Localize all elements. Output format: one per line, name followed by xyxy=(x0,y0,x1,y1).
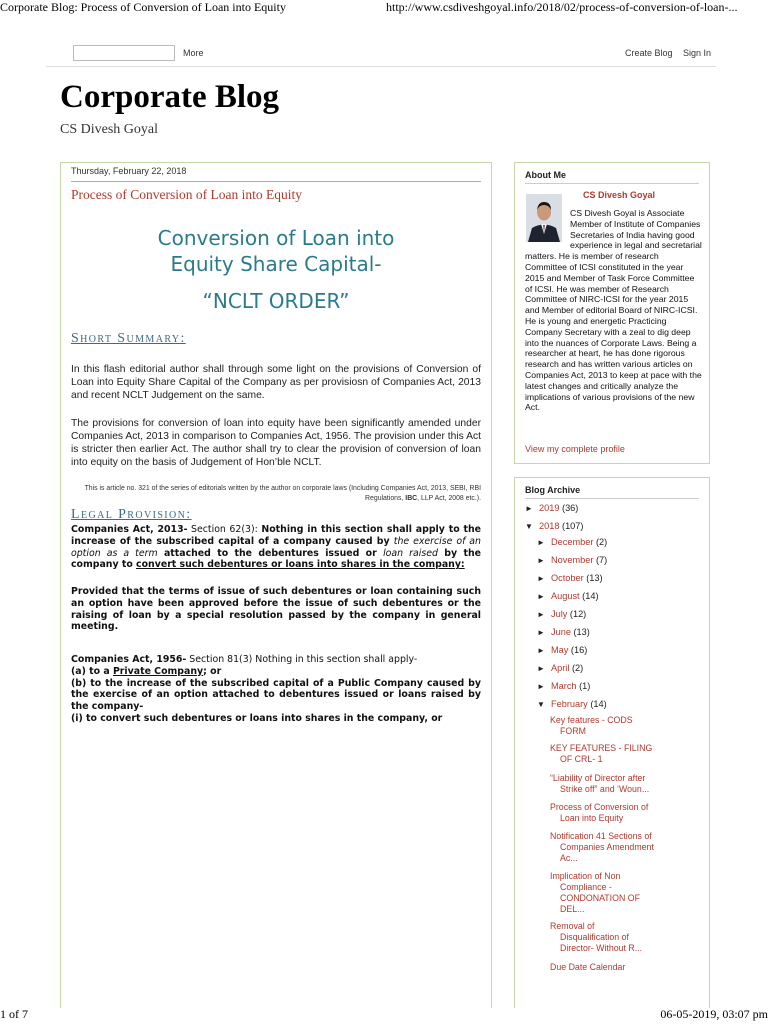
law-companies-act-2013 xyxy=(71,524,481,571)
archive-month[interactable] xyxy=(537,663,583,673)
note-ibc: IBC xyxy=(405,495,418,502)
hero-line: “NCLT ORDER” xyxy=(202,289,350,313)
blog-archive-widget xyxy=(514,477,710,1008)
post-date: Thursday, February 22, 2018 xyxy=(71,166,187,176)
post-title[interactable]: Process of Conversion of Loan into Equity xyxy=(71,187,302,202)
archive-count: (16) xyxy=(570,645,588,655)
archive-month-label[interactable]: November xyxy=(551,555,594,565)
page-number: 1 of 7 xyxy=(0,1007,28,1021)
note-text: , LLP Act, 2008 etc.). xyxy=(417,495,481,502)
law-text: attached to the debentures issued or xyxy=(157,547,384,559)
archive-month-label[interactable]: May xyxy=(551,645,569,655)
clause-text: (a) to a xyxy=(71,665,113,677)
post-link-text[interactable]: Director- Without R... xyxy=(560,943,643,953)
archive-month[interactable] xyxy=(537,537,607,547)
navbar-search-input[interactable] xyxy=(73,45,175,61)
post-link-text[interactable]: Due Date Calendar xyxy=(550,962,626,972)
collapse-toggle-icon[interactable]: ▼ xyxy=(537,700,545,709)
expand-toggle-icon[interactable]: ► xyxy=(525,504,533,513)
post-link-text[interactable]: Notification 41 Sections of xyxy=(550,831,652,841)
navbar-more-link[interactable]: More xyxy=(183,48,204,58)
archive-post-link[interactable] xyxy=(550,921,700,954)
clause-a xyxy=(71,666,221,677)
post-link-text[interactable]: Process of Conversion of xyxy=(550,802,649,812)
clause-b: (b) to the increase of the subscribed capital of a Public Company caused by the exercise of an option attached to debentures issued or loans raised by the company- xyxy=(71,677,481,713)
view-profile-link[interactable]: View my complete profile xyxy=(525,444,625,454)
archive-month[interactable] xyxy=(537,645,587,655)
post-link-text[interactable]: CONDONATION OF xyxy=(560,893,640,903)
post-link-text[interactable]: KEY FEATURES - FILING xyxy=(550,743,653,753)
law-proviso xyxy=(71,586,481,633)
post-link-text[interactable]: OF CRL- 1 xyxy=(560,754,603,764)
archive-year-label[interactable]: 2019 xyxy=(539,503,560,513)
post-link-text[interactable]: Strike off” and ‘Woun... xyxy=(560,784,650,794)
private-company-link[interactable]: Private Company xyxy=(112,665,204,677)
post-link-text[interactable]: DEL... xyxy=(560,904,585,914)
about-me-widget xyxy=(514,162,710,464)
archive-post-link[interactable] xyxy=(550,773,700,795)
widget-divider xyxy=(525,183,699,184)
post-link-text[interactable]: Implication of Non xyxy=(550,871,621,881)
archive-post-link[interactable] xyxy=(550,962,700,973)
archive-count: (2) xyxy=(571,663,584,673)
clause-i: (i) to convert such debentures or loans into shares in the company, or xyxy=(71,712,443,724)
expand-toggle-icon[interactable]: ► xyxy=(537,538,545,547)
note-text: This is article no. 321 of the series of editorials written by the author on corporate laws (Including Companies Act, 2013, SEBI, RBI Regulations, xyxy=(84,485,481,502)
legal-provision-heading: Legal Provision: xyxy=(71,507,192,522)
post-link-text[interactable]: Removal of xyxy=(550,921,595,931)
expand-toggle-icon[interactable]: ► xyxy=(537,646,545,655)
archive-year-2018[interactable] xyxy=(525,521,583,531)
print-footer xyxy=(0,1007,768,1023)
post-link-text[interactable]: Compliance - xyxy=(560,882,612,892)
print-header xyxy=(0,0,768,16)
section-ref: Section 81(3) Nothing in this section shall apply- xyxy=(186,654,418,665)
archive-count: (13) xyxy=(586,573,603,583)
post-link-text[interactable]: Key features - CODS xyxy=(550,715,633,725)
hero-line: Conversion of Loan into xyxy=(157,226,395,250)
expand-toggle-icon[interactable]: ► xyxy=(537,664,545,673)
archive-month[interactable] xyxy=(537,627,590,637)
archive-month[interactable] xyxy=(537,555,607,565)
archive-post-link[interactable] xyxy=(550,831,700,864)
archive-post-link[interactable] xyxy=(550,871,700,915)
post-link-text[interactable]: “Liability of Director after xyxy=(550,773,646,783)
law-text: the exercise of an option as a term xyxy=(71,535,481,559)
law-companies-act-1956 xyxy=(71,654,481,725)
sign-in-link[interactable]: Sign In xyxy=(683,48,712,58)
post-link-text[interactable]: Companies Amendment xyxy=(560,842,654,852)
archive-count: (2) xyxy=(595,537,608,547)
archive-count: (14) xyxy=(590,699,607,709)
print-page-url: http://www.csdiveshgoyal.info/2018/02/process-of-conversion-of-loan-... xyxy=(386,0,738,14)
post-container xyxy=(60,162,492,1008)
expand-toggle-icon[interactable]: ► xyxy=(537,556,545,565)
summary-paragraph: In this flash editorial author shall through some light on the provisions of Conversion of Loan into Equity Share Capital of the Company as per provisiosn of Companies Act, 2013 and recent NCLT Judgement on the same. xyxy=(71,364,481,401)
archive-month[interactable] xyxy=(537,591,599,601)
archive-month[interactable] xyxy=(537,609,586,619)
archive-count: (13) xyxy=(573,627,590,637)
archive-heading: Blog Archive xyxy=(525,485,581,495)
archive-year-label[interactable]: 2018 xyxy=(539,521,560,531)
blog-header xyxy=(60,78,279,138)
archive-month-label[interactable]: August xyxy=(551,591,580,601)
archive-year-2019[interactable] xyxy=(525,503,578,513)
expand-toggle-icon[interactable]: ► xyxy=(537,682,545,691)
archive-count: (14) xyxy=(582,591,599,601)
expand-toggle-icon[interactable]: ► xyxy=(537,628,545,637)
archive-month[interactable] xyxy=(537,681,590,691)
archive-count: (36) xyxy=(562,503,579,513)
proviso-text: Provided that the terms of issue of such debentures or loan containing such an option have been approved before the issue of such debentures or the raising of loan by a special resolution passed by the company in general meeting. xyxy=(71,586,481,633)
archive-count: (12) xyxy=(569,609,587,619)
archive-month-label[interactable]: October xyxy=(551,573,584,583)
archive-count: (107) xyxy=(562,521,584,531)
archive-month-label[interactable]: March xyxy=(551,681,577,691)
blogger-navbar xyxy=(46,40,716,67)
collapse-toggle-icon[interactable]: ▼ xyxy=(525,522,533,531)
article-note xyxy=(71,484,481,504)
law-text-underlined: convert such debentures or loans into shares in the company: xyxy=(136,559,465,571)
summary-paragraph: The provisions for conversion of loan into equity have been significantly amended under Companies Act, 2013 in comparison to Companies Act, 1956. The provision under this Act is stricter then earlier Act. The author shall try to clear the provision of conversion of loan into equity on the basis of Judgement of Hon’ble NCLT. xyxy=(71,418,481,468)
archive-month-label[interactable]: December xyxy=(551,537,594,547)
archive-count: (7) xyxy=(595,555,608,565)
author-name-link[interactable]: CS Divesh Goyal xyxy=(583,190,656,200)
law-text: by the company to xyxy=(71,547,481,571)
print-page-title: Corporate Blog: Process of Conversion of Loan into Equity xyxy=(0,0,286,14)
create-blog-link[interactable]: Create Blog xyxy=(625,48,673,58)
archive-month-label[interactable]: April xyxy=(551,663,570,673)
expand-toggle-icon[interactable]: ► xyxy=(537,610,545,619)
archive-count: (1) xyxy=(579,681,591,691)
date-divider xyxy=(71,181,481,182)
archive-month-february[interactable] xyxy=(537,699,607,709)
widget-divider xyxy=(525,498,699,499)
section-ref: Section 62(3): xyxy=(187,524,262,535)
summary-heading: Short Summary: xyxy=(71,331,186,346)
about-heading: About Me xyxy=(525,170,566,180)
archive-month-label[interactable]: June xyxy=(551,627,571,637)
archive-post-link[interactable] xyxy=(550,802,700,824)
post-hero-image xyxy=(61,225,491,314)
act-name: Companies Act, 2013- xyxy=(71,524,188,535)
act-name: Companies Act, 1956- xyxy=(71,654,187,665)
law-text: loan raised xyxy=(383,547,438,559)
post-link-text[interactable]: Disqualification of xyxy=(560,932,629,942)
hero-line: Equity Share Capital- xyxy=(170,252,382,276)
archive-month-label[interactable]: February xyxy=(551,699,588,709)
archive-post-link[interactable] xyxy=(550,743,700,765)
post-link-text[interactable]: FORM xyxy=(560,726,586,736)
blog-description: CS Divesh Goyal xyxy=(60,122,158,137)
blog-title[interactable]: Corporate Blog xyxy=(60,79,280,115)
print-datetime: 06-05-2019, 03:07 pm xyxy=(660,1007,768,1021)
clause-text: ; or xyxy=(203,665,222,677)
author-bio xyxy=(525,208,703,413)
post-link-text[interactable]: Ac... xyxy=(560,853,578,863)
bio-text: CS Divesh Goyal is Associate Member of Institute of Companies Secretaries of India having good experience in legal and secretarial matters. He is member of research Committee of ICSI constituted in the year 2015 and Member of Task Force Committee of ICSI. He was member of Research Committee of NIRC-ICSI for the year 2015 and Member of editorial Board of NIRC-ICSI. He is young and energetic Practicing Company Secretary with a zeal to dig deep into the nuances of Corporate Laws. Being a researcher at heart, he has done rigorous research and has written various articles on Companies Act, 2013 to keep at pace with the latest changes and critically analyze the implications of various provisions of the new Act. xyxy=(525,208,702,413)
archive-month[interactable] xyxy=(537,573,603,583)
archive-post-link[interactable] xyxy=(550,715,700,737)
law-text: Nothing in this section shall apply to the increase of the subscribed capital of a company caused by xyxy=(71,524,481,547)
expand-toggle-icon[interactable]: ► xyxy=(537,592,545,601)
archive-month-label[interactable]: July xyxy=(551,609,568,619)
expand-toggle-icon[interactable]: ► xyxy=(537,574,545,583)
post-link-text[interactable]: Loan into Equity xyxy=(560,813,624,823)
